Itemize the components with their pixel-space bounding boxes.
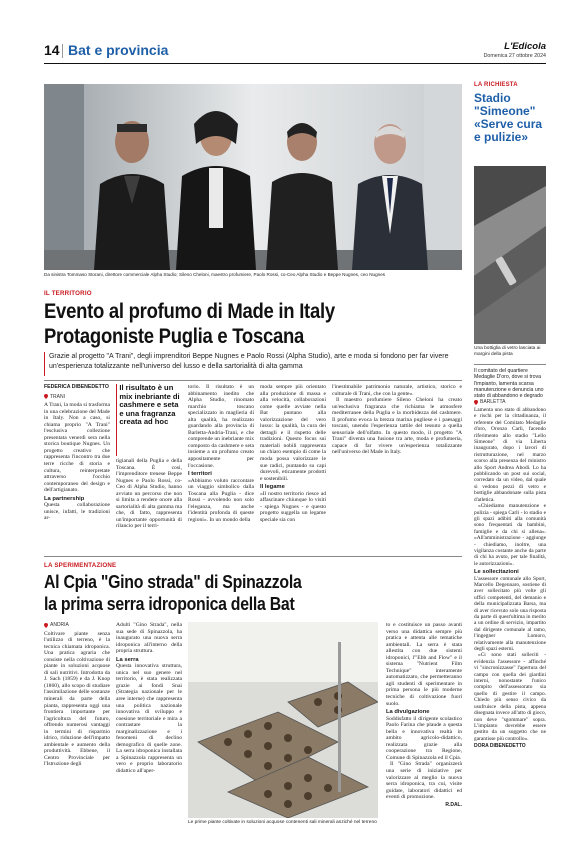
second-col2-paragraph-2: Questa innovativa struttura, unica nel suo genere nel territorio, è stata realizzata grazie ai fondi Snai (Strategia nazionale per le aree interne) che rappresenta una politica nazionale innovativa di sviluppo e coesione territoriale e mira a contrastare la marginalizzazione e i fenomeni di declino demografico di quelle zone. La serra idroponica installata a Spinazzola rappresenta un vero e proprio laboratorio didattico all'aper- [116, 663, 182, 775]
main-col4-paragraph: moda sempre più orientato alla produzione di massa e alla velocità, collaborazioni come quelle avviate nella Bat puntano alla valorizzazione del vero lusso: la qualità, la cura dei dettagli e il rispetto delle tradizioni. Questo focus sui materiali nobili rappresenta un chiaro esempio di come la moda possa valorizzare le sue radici, puntando su capi durevoli, eticamente prodotti e sostenibili. [260, 384, 326, 482]
second-top-rule [44, 556, 462, 557]
second-author: R.DAL. [445, 801, 462, 808]
sidebar-headline-line3: «Serve cura [474, 117, 543, 131]
main-col3-paragraph-2: «Abbiamo voluto raccontare un viaggio simbolico dalla Toscana alla Puglia - dice Rossi - avvolendo non solo l'eleganza, ma anche l'identità profonda di queste regioni». In un mondo della [188, 477, 254, 523]
second-col2-paragraph: Adulti "Gino Strada", nella sua sede di Spinazzola, ha inaugurato una nuova serra idroponica all'interno della propria struttura. [116, 622, 182, 655]
sidebar-headline-line4: e pulizie» [474, 130, 529, 144]
second-photo [188, 622, 378, 818]
sidebar-headline-line2: "Simeone" [474, 104, 536, 118]
second-column-4 [386, 622, 462, 838]
pullquote-text: Il risultato è un mix inebriante di cashmere e seta e una fragranza creata ad hoc [119, 383, 180, 427]
sidebar-box [472, 80, 546, 840]
sidebar-body [474, 407, 546, 838]
second-location: ANDRIA [50, 622, 69, 628]
sidebar-headline-line1: Stadio [474, 91, 511, 105]
second-column-1 [44, 622, 110, 838]
second-subhead-serra: La serra [116, 656, 139, 663]
sidebar-location: BARLETTA [480, 399, 506, 405]
main-col1-paragraph: A Trani, la moda si trasforma in una celebrazione del Made in Italy. Non a caso, si chiama proprio "A Trani" l'esclusiva collezione presentata venerdì sera nella storica boutique Nugnes. Un progetto creativo che rappresenta l'incontro tra due terre ricche di storia e cultura, reinterpretate attraverso l'occhio contemporaneo del design e dell'artigianato. [44, 402, 110, 494]
standfirst-bar [44, 352, 45, 376]
second-headline-line2: la prima serra idroponica della Bat [44, 594, 295, 614]
section-divider [62, 44, 63, 58]
masthead-logo: L'Edicola [504, 41, 546, 52]
main-headline-line2: Protagoniste Puglia e Toscana [44, 325, 305, 348]
main-subhead-partnership: La partnership [44, 495, 85, 502]
location-pin-icon [474, 400, 478, 405]
section-title: Bat e provincia [68, 42, 169, 58]
page-header [44, 40, 546, 62]
issue-date: Domenica 27 ottobre 2024 [483, 53, 546, 59]
sidebar-paragraph-1: Lamenta uno stato di abbandono e rischi per la cittadinanza, il referente del Comitato Medaglie d'oro, Oronzo Carli, facendo riferimento allo stadio "Lello Simeone" di via Liberta inaugurato, dopo i lavori di ristrutturazione, nel marzo scorso alla presenza del ministro allo Sport Andrea Abodi. Lo ha pubblicando un post sui social, corredato da un video, dal quale si vedono pezzi di vetro e bottiglie abbandonate sulla pista d'atletica. [474, 407, 546, 503]
main-author: FEDERICA DIBENEDETTO [44, 384, 109, 390]
main-column-2 [116, 458, 182, 552]
glass-bottle-image [474, 166, 546, 344]
main-col3-paragraph: torio. Il risultato è un abbinamento inedito che Alpha Studio, rinomato marchio toscano specializzato in maglieria di alta qualità, ha realizzato guardando alla provincia di Barletta-Andria-Trani, e che comprende un inebriante mix composto da cashmere e seta insieme a un profumo creato appositamente per l'occasione. [188, 384, 254, 469]
main-col2-paragraph: tigianali della Puglia e della Toscana. È così, l'imprenditore trenese Beppe Nugnes e Paolo Rossi, co-Ceo di Alpha Studio, hanno avviato un percorso che non si limita a rendere onore alla sartorialità di alta gamma ma che, di fatto, rappresenta un'importante opportunità di rilancio per il terri- [116, 458, 182, 530]
location-pin-icon [44, 623, 48, 628]
main-col5-paragraph: l'inestimabile patrimonio naturale, artistico, storico e culturale di Trani, che con la gente». [332, 384, 462, 397]
main-pullquote [116, 384, 182, 456]
second-col4-paragraph: to e costituisce un passo avanti verso una didattica sempre più pratica e attenta alle tematiche ambientali. La serra è stata allestita con due sistemi idroponici, l'"Ebb and Flow" e il sistema "Nutrient Film Technique" interamente automatizzato, che permetteranno agli studenti di sperimentare in prima persona le più moderne tecniche di coltivazione fuori suolo. [386, 622, 462, 707]
main-column-4 [260, 384, 326, 552]
sidebar-photo-caption: Una bottiglia di vetro lasciata ai margini della pista [474, 346, 541, 357]
header-rule [44, 63, 546, 64]
second-column-2 [116, 622, 182, 838]
main-column-1 [44, 384, 110, 552]
main-location: TRANI [50, 393, 65, 400]
sidebar-dateline [474, 399, 505, 405]
main-headline-line1: Evento al profumo di Made in Italy [44, 300, 335, 323]
location-pin-icon [44, 394, 48, 399]
main-col4-paragraph-2: «Il nostro territorio riesce ad affascinare chiunque lo visiti - spiega Nugnes - e questo progetto suggella un legame speciale sia con [260, 490, 326, 523]
main-subhead-legame: Il legame [260, 484, 285, 491]
main-column-5 [332, 384, 462, 552]
main-standfirst [44, 352, 462, 376]
sidebar-author: DORA DIBENEDETTO [474, 743, 526, 750]
second-col4-paragraph-3: Il "Gino Strada" organizzerà una serie di iniziative per valorizzare al meglio la nuova serra idroponica, tra cui, visite guidate, laboratori didattici ed eventi di promozione. [386, 761, 462, 801]
main-category-label: IL TERRITORIO [44, 290, 92, 297]
main-col5-paragraph-2: Il maestro profumiere Sileno Cheloni ha creato un'esclusiva fragranza che richiama le atmosfere mediterranee della Puglia e la morbidezza del cashmere. Il profumo evoca la brezza marina pugliese e i paesaggi toscani, unendo l'esperienza tattile del tessuto a quella sensoriale dell'olfatto. In questo modo, il progetto "A Trani" diventa una fusione tra arte, moda e profumeria, capace di far vivere un'esperienza totalizzante nell'universo del Made in Italy. [332, 397, 462, 456]
sidebar-label: LA RICHIESTA [474, 82, 518, 88]
second-col4-paragraph-2: Soddisfatto il dirigente scolastico Paolo Farina che plaude a questa bella e innovativa realtà in ambito agricolo-didattico, realizzata grazie alla cooperazione tra Regione, Comune di Spinazzola ed il Cpia. [386, 715, 462, 761]
second-subhead-divulgazione: La divulgazione [386, 709, 430, 716]
sidebar-subhead: Le sollecitazioni [474, 569, 519, 576]
main-subhead-territori: I territori [188, 471, 212, 478]
group-portrait-image [44, 84, 462, 270]
second-headline-line1: Al Cpia "Gino strada" di Spinazzola [44, 572, 302, 592]
sidebar-standfirst: Il comitato del quartiere Medaglie D'oro, dove si trova l'impianto, lamenta scarsa manutenzione e denuncia uno stato di abbandono e degrado [474, 364, 546, 399]
hydroponic-greenhouse-image [188, 622, 378, 818]
main-col1-paragraph-2: Questa collaborazione unisce, infatti, le tradizioni ar- [44, 502, 110, 522]
main-dateline [44, 394, 110, 401]
second-category-label: LA SPERIMENTAZIONE [44, 562, 117, 569]
sidebar-paragraph-4: «Ci sono stati solleciti - evidenzia l'assessore - affinché vi "sincronizzasse" l'apertura del campo con quella dei giardini interni, nonostante l'unico compito dell'assessorato sia quello di gestire il campo. Chiedo più senso civico da usufruisce della pista, appena disegnata invece all'atto di gioco, non deve "sgommare" sopra. L'impianto dovrebbe essere gestito da un soggetto che ne garantisse più controllo». [474, 652, 546, 742]
main-column-3 [188, 384, 254, 552]
page-number: 14 [44, 42, 60, 58]
main-photo [44, 84, 462, 270]
sidebar-paragraph-3: L'assessore comunale allo Sport, Marcello Degennaro, sostiene di aver sollecitato più volte gli uffici competenti, del demanio e della municipalizzata Barsa, ma di aver ricevuto solo una risposta da parte di quest'ultima in merito a un ordine di servizio, impartito dal dirigente comunale al ramo, l'ingegner Lomoro, relativamente alla manutenzione degli spazi esterni. [474, 575, 546, 653]
second-col1-paragraph: Coltivare piante senza l'utilizzo di terreno, è la tecnica chiamata idroponica. Una pratica agraria che consiste nella coltivazione di piante in soluzioni acquose di sali nutritivi. Introdotta da J. Sach (1859) e da J. Knop (1860), allo scopo di studiare l'assimilazione delle sostanze minerali da parte della pianta, rappresenta oggi una frontiera importante per l'agricoltura del futuro, offrendo numerosi vantaggi in termini di risparmio idrico, riduzione dell'impatto ambientale e aumento della produttività. Ebbene, il Centro Provinciale per l'Istruzione degli [44, 630, 110, 768]
sidebar-photo [474, 166, 546, 344]
second-photo-caption: Le prime piante coltivate in soluzioni acquose contenenti sali minerali anziché nel terreno [188, 820, 377, 825]
main-separator [44, 380, 462, 381]
main-photo-caption: Da sinistra Tommaso Storani, direttore commerciale Alpha Studio; Sileno Cheloni, maestro profumiere, Paolo Rossi, co-Ceo Alpha Studio e Beppe Nugnes, ceo Nugnes [44, 272, 386, 277]
sidebar-headline [474, 92, 546, 144]
sidebar-paragraph-2: «Chiediamo manutenzione e pulizia - spiega Carli - lo stadio e gli spazi adibiti alla comunità sono frequentati da bambini, famiglie e da chi si allena». «All'amministrazione - aggiunge - chiediamo, inoltre, una vigilanza costante anche da parte di chi ha avuto, per tale finalità, le autorizzazioni». [474, 503, 546, 567]
standfirst-text: Grazie al progetto "A Trani", degli imprenditori Beppe Nugnes e Paolo Rossi (Alpha Studio), arte e moda si fondono per far vivere un'esperienza totalizzante nell'universo del lusso e della sartorialità di alta gamma [48, 353, 449, 370]
second-dateline [44, 622, 110, 629]
